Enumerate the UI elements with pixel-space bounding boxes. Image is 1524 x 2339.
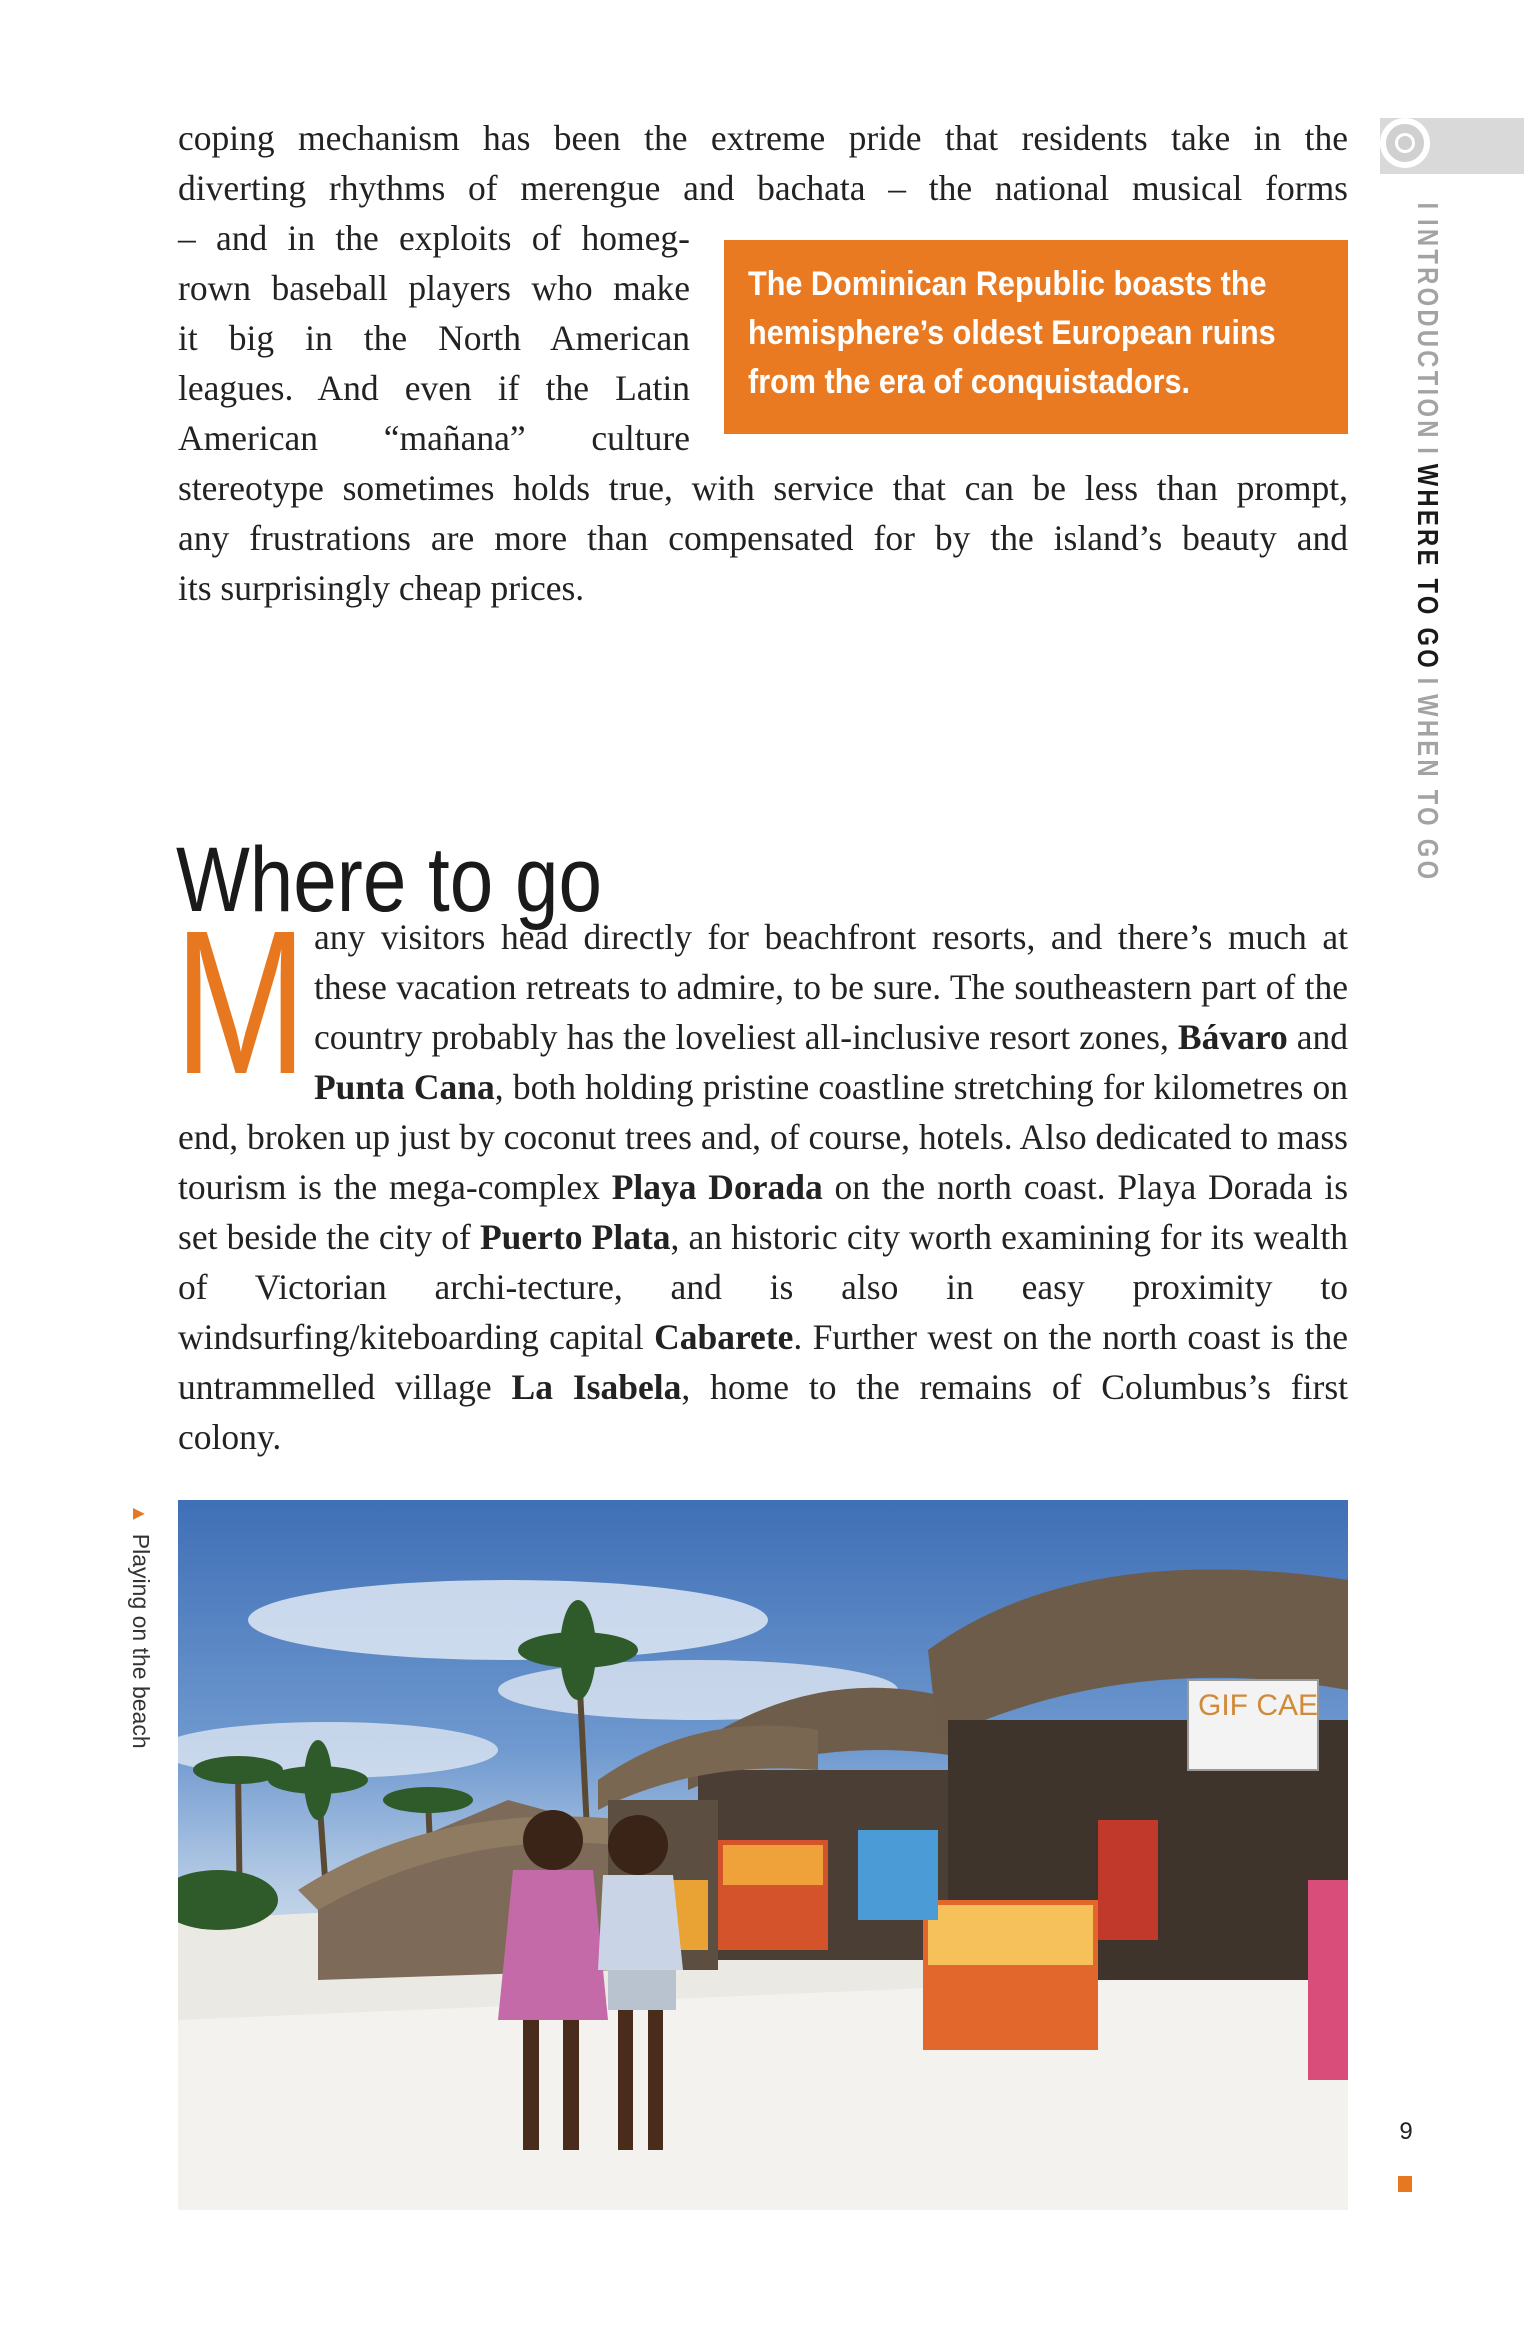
nav-item-when-to-go[interactable]: WHEN TO GO xyxy=(1411,694,1443,883)
pull-quote-line: from the era of conquistadors. xyxy=(748,363,1191,401)
place-name-cabarete: Cabarete xyxy=(654,1317,794,1357)
pull-quote-line: hemisphere’s oldest European ruins xyxy=(748,314,1276,352)
caption-text: Playing on the beach xyxy=(128,1533,154,1749)
intro-line: coping mechanism has been the extreme pride that residents take in the xyxy=(178,118,1348,158)
beach-scene-illustration xyxy=(178,1500,1348,2210)
page-number: 9 xyxy=(1399,2118,1413,2145)
intro-line: any frustrations are more than compensated for by the island’s beauty and xyxy=(178,518,1348,558)
intro-line: leagues. And even if the Latin xyxy=(178,368,690,408)
intro-line: it big in the North American xyxy=(178,318,690,358)
text-run: , both holding pristine coastline stretching for kilometres on end, broken up just by coconut trees and, of course, hotels. Also dedicated to mass tourism is the mega-complex xyxy=(178,1067,1349,1207)
place-name-punta-cana: Punta Cana xyxy=(314,1067,495,1107)
intro-line: – and in the exploits of homeg- xyxy=(178,218,690,258)
text-run: on the north coast. Playa Dorada is set beside the city of xyxy=(178,1167,1349,1257)
nav-item-introduction[interactable]: INTRODUCTION xyxy=(1411,219,1443,441)
caption-triangle-icon: ▲ xyxy=(128,1504,150,1524)
shop-sign-text: GIF CAE xyxy=(1198,1689,1319,1722)
page-marker xyxy=(1398,2176,1412,2192)
text-run: and xyxy=(1287,1017,1348,1057)
text-run: , home to the remains of Columbus’s first colony. xyxy=(178,1367,1349,1457)
nav-separator: I xyxy=(1411,447,1443,458)
place-name-playa-dorada: Playa Dorada xyxy=(611,1167,823,1207)
intro-line: rown baseball players who make xyxy=(178,268,690,308)
drop-cap: M xyxy=(174,888,308,1117)
nav-separator: I xyxy=(1411,202,1443,213)
nav-separator: I xyxy=(1411,677,1443,688)
pull-quote-box xyxy=(724,240,1348,434)
pull-quote-line: The Dominican Republic boasts the xyxy=(748,265,1267,303)
intro-line: stereotype sometimes holds true, with service that can be less than prompt, xyxy=(178,468,1348,508)
text-run: any visitors head directly for beachfront resorts, and there’s much at these vacation retreats to admire, to be sure. The southeastern part of the country probably has the loveliest all-inclusive resort zones, xyxy=(314,917,1348,1057)
place-name-puerto-plata: Puerto Plata xyxy=(480,1217,671,1257)
section-title: Where to go xyxy=(176,828,602,931)
chapter-tab-circle-icon xyxy=(1380,118,1430,168)
side-navigation xyxy=(1410,196,1443,882)
photo-caption xyxy=(127,1504,154,1749)
intro-line: its surprisingly cheap prices. xyxy=(178,568,585,608)
intro-line: American “mañana” culture xyxy=(178,418,690,458)
intro-line: diverting rhythms of merengue and bachata – the national musical forms xyxy=(178,168,1348,208)
main-paragraph xyxy=(174,888,1349,1462)
text-run: , an historic city worth examining for its wealth of Victorian archi-tecture, and is also in easy proximity to windsurfing/kiteboarding capital xyxy=(178,1217,1348,1357)
beach-photo xyxy=(178,1500,1348,2210)
place-name-la-isabela: La Isabela xyxy=(511,1367,682,1407)
nav-item-where-to-go[interactable]: WHERE TO GO xyxy=(1411,463,1443,672)
place-name-bavaro: Bávaro xyxy=(1177,1017,1288,1057)
text-run: . Further west on the north coast is the untrammelled village xyxy=(178,1317,1349,1407)
